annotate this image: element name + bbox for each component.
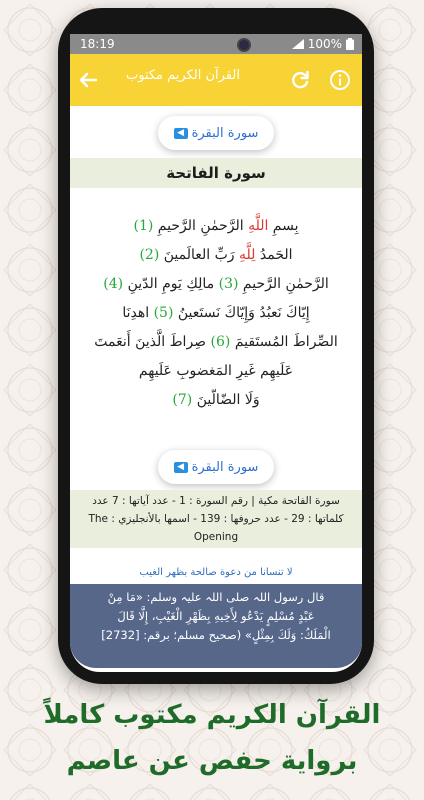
verse-segment: عَلَيهِم غَيرِ المَغضوبِ عَلَيهِم: [138, 363, 294, 379]
surah-info-line: Opening: [193, 531, 239, 543]
verse-segment: اللَّهِ: [248, 218, 269, 234]
info-icon[interactable]: [328, 68, 352, 92]
hadith-line: عَبْدٍ مُسْلِمٍ يَدْعُو لِأَخِيهِ بِظَهْرِ الْغَيْبِ، إِلَّا قَالَ: [117, 609, 315, 623]
verse-line: [76, 241, 356, 270]
verse-segment: الرَّحمٰنِ الرَّحيمِ: [238, 276, 329, 292]
promo-tagline-line1: القرآن الكريم مكتوب كاملاً: [43, 700, 381, 730]
surah-content: [70, 106, 362, 584]
verse-segment: بِسمِ: [268, 218, 299, 234]
verse-number: (4): [103, 276, 124, 292]
back-arrow-icon[interactable]: [76, 68, 100, 92]
verse-line: [76, 328, 356, 357]
app-title: القرآن الكريم مكتوب: [126, 68, 240, 83]
app-bar: [70, 54, 362, 106]
verse-segment: اهدِنَا: [122, 305, 154, 321]
verses-text: [76, 212, 356, 415]
hadith-box: [70, 584, 362, 668]
verse-number: (6): [210, 334, 231, 350]
arrow-left-icon: ◀: [174, 128, 188, 139]
status-icons: [292, 37, 354, 51]
verse-segment: الحَمدُ: [255, 247, 293, 263]
next-surah-button-bottom[interactable]: [158, 450, 274, 484]
verse-number: (1): [133, 218, 154, 234]
hadith-line: قال رسول اللہ صلی اللہ علیہ وسلم: «مَا مِنْ: [107, 590, 325, 604]
hadith-line: الْمَلَكُ: وَلَكَ بِمِثْلٍ» (صحيح مسلم؛ برقم: [2732]: [101, 628, 331, 642]
surah-info-line: كلماتها : 29 - عدد حروفها : 139 - اسمها بالأنجليزي : The: [88, 513, 344, 525]
verse-number: (5): [153, 305, 174, 321]
surah-title: سورة الفاتحة: [70, 158, 362, 188]
verse-segment: صِراطَ الَّذينَ أَنعَمتَ: [94, 334, 211, 350]
status-time: 18:19: [80, 37, 115, 51]
status-bar: [70, 34, 362, 54]
dua-banner: لا تنسانا من دعوة صالحة بظهر الغيب: [70, 564, 362, 582]
verse-line: [76, 386, 356, 415]
battery-percent: 100%: [307, 37, 342, 51]
next-surah-label: سورة البقرة: [191, 459, 259, 475]
surah-info: [70, 490, 362, 548]
verse-segment: الصِّراطَ المُستَقيمَ: [230, 334, 338, 350]
verse-line: [76, 270, 356, 299]
verse-segment: مالِكِ يَومِ الدّينِ: [123, 276, 219, 292]
battery-icon: [346, 38, 354, 50]
front-camera: [237, 38, 251, 52]
verse-segment: إِيّاكَ نَعبُدُ وَإِيّاكَ نَستَعينُ: [173, 305, 310, 321]
next-surah-label: سورة البقرة: [191, 125, 259, 141]
promo-tagline-line2: برواية حفص عن عاصم: [66, 746, 358, 776]
arrow-left-icon: ◀: [174, 462, 188, 473]
next-surah-button-top[interactable]: [158, 116, 274, 150]
verse-segment: وَلَا الضّالّينَ: [192, 392, 260, 408]
signal-icon: [292, 39, 304, 49]
verse-segment: الرَّحمٰنِ الرَّحيمِ: [153, 218, 249, 234]
verse-line: [76, 299, 356, 328]
verse-number: (2): [139, 247, 160, 263]
verse-line: [76, 212, 356, 241]
verse-segment: لِلَّهِ: [239, 247, 256, 263]
verse-number: (3): [218, 276, 239, 292]
refresh-icon[interactable]: [288, 68, 312, 92]
verse-segment: رَبِّ العالَمينَ: [159, 247, 240, 263]
surah-info-line: سورة الفاتحة مكية | رقم السورة : 1 - عدد آياتها : 7 عدد: [92, 495, 340, 507]
verse-line: [76, 357, 356, 386]
verse-number: (7): [172, 392, 193, 408]
